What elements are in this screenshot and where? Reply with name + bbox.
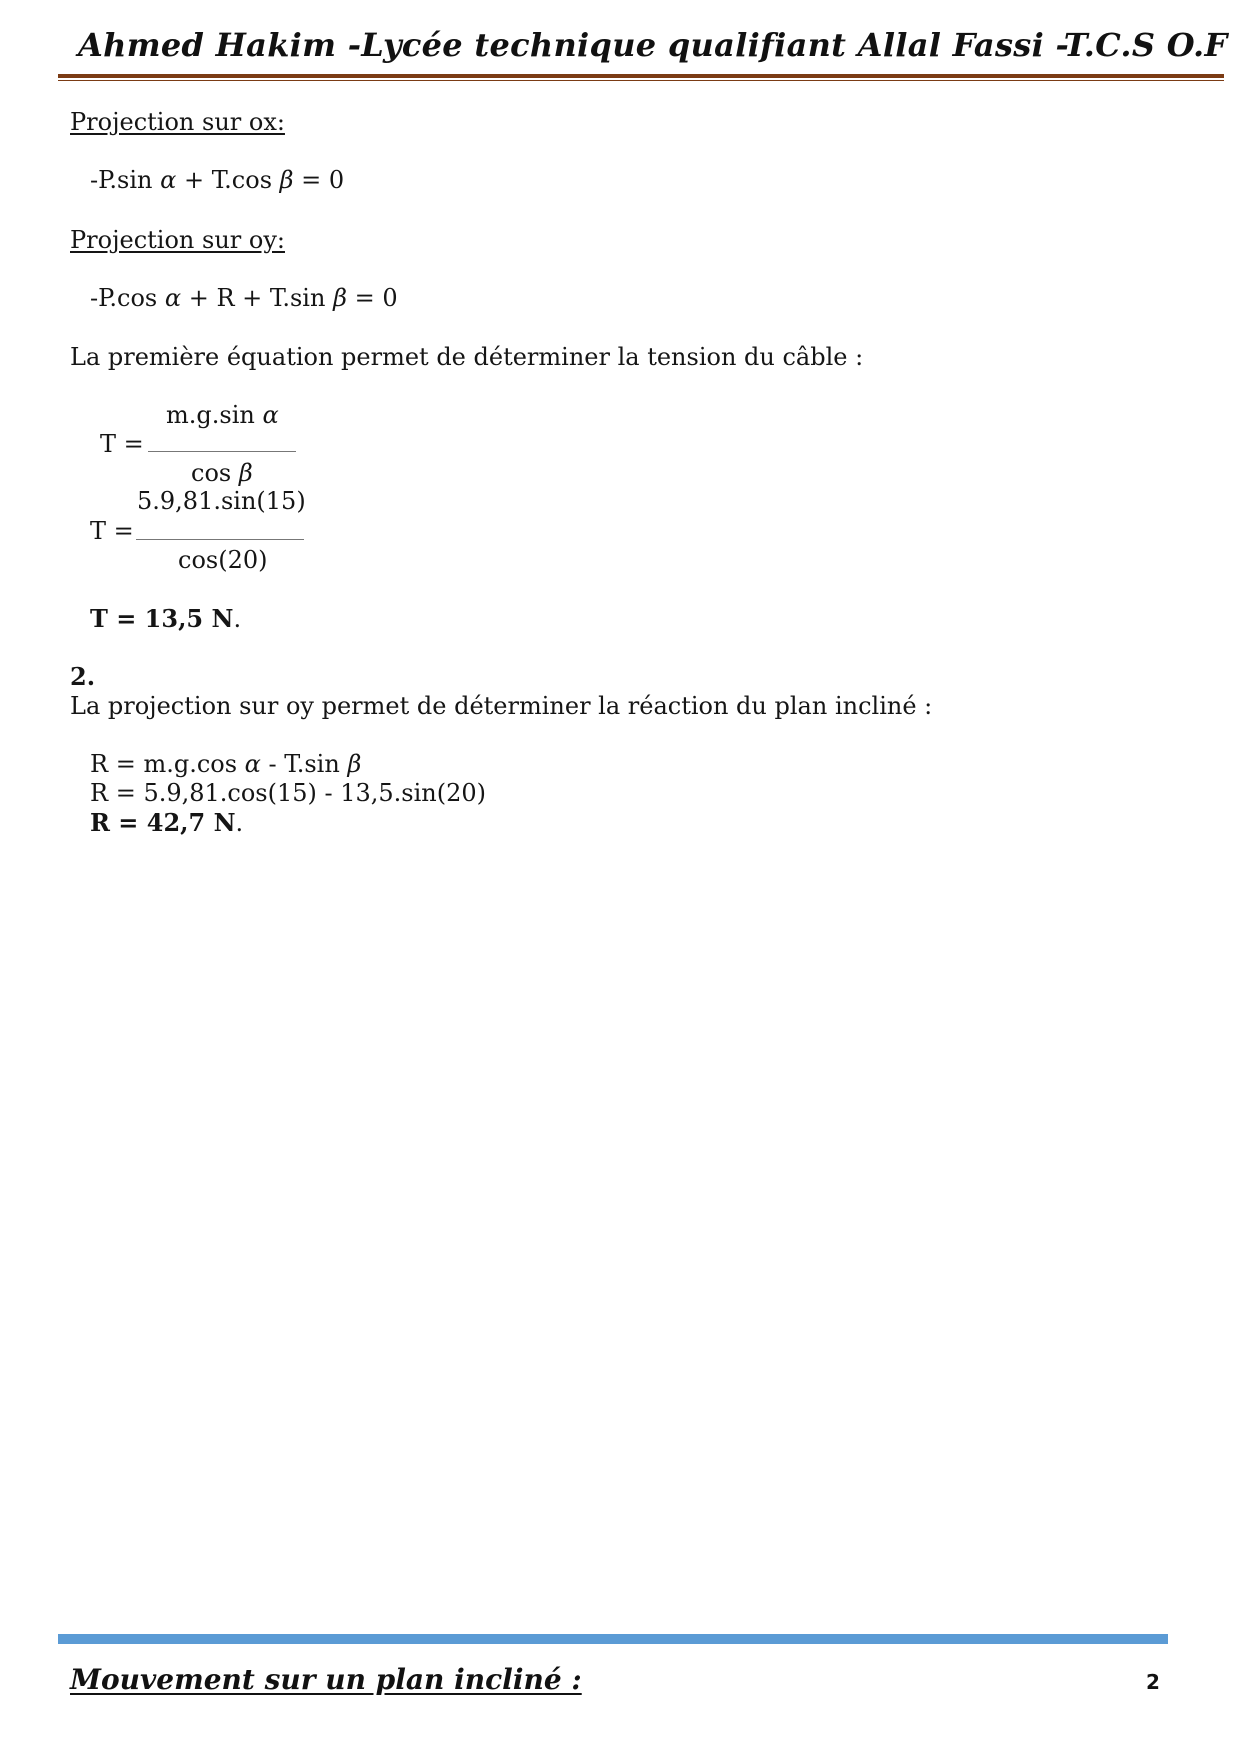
fraction1-numerator <box>166 401 279 429</box>
fraction2-denominator: cos(20) <box>178 546 268 574</box>
fraction2-numerator: 5.9,81.sin(15) <box>137 487 306 515</box>
fraction2-bar <box>136 539 304 540</box>
alpha-symbol: α <box>262 401 279 429</box>
result-tension <box>90 604 241 633</box>
fraction1-bar <box>148 451 296 452</box>
fraction1-denominator-text: cos <box>191 459 239 487</box>
page-number: 2 <box>1146 1670 1160 1694</box>
equation-oy <box>90 284 398 312</box>
equation-ox-part3: = 0 <box>293 166 345 194</box>
fraction1-lhs: T = <box>100 430 144 458</box>
beta-symbol: β <box>347 750 362 778</box>
document-header-title: Ahmed Hakim -Lycée technique qualifiant Allal Fassi -T.C.S O.F <box>78 26 1228 64</box>
equation-oy-part3: = 0 <box>346 284 398 312</box>
equation-r1-part2: - T.sin <box>260 750 348 778</box>
projection-oy-heading: Projection sur oy: <box>70 226 285 254</box>
fraction2-lhs: T = <box>90 517 134 545</box>
result-reaction-value: R = 42,7 N <box>90 808 236 837</box>
equation-ox-part1: -P.sin <box>90 166 161 194</box>
section2-label: 2. <box>70 662 96 691</box>
equation-ox <box>90 166 344 194</box>
footer-divider <box>58 1634 1168 1644</box>
footer-title: Mouvement sur un plan incliné : <box>70 1663 582 1696</box>
alpha-symbol: α <box>164 284 182 312</box>
result-reaction <box>90 808 243 837</box>
equation-reaction-numeric: R = 5.9,81.cos(15) - 13,5.sin(20) <box>90 779 487 807</box>
equation-ox-part2: + T.cos <box>176 166 280 194</box>
fraction1-denominator <box>191 459 253 487</box>
section2-text: La projection sur oy permet de déterminer la réaction du plan incliné : <box>70 692 933 720</box>
result-reaction-suffix: . <box>235 809 244 837</box>
beta-symbol: β <box>279 166 294 194</box>
first-equation-text: La première équation permet de déterminer la tension du câble : <box>70 343 864 371</box>
result-tension-suffix: . <box>233 605 242 633</box>
equation-oy-part2: + R + T.sin <box>181 284 334 312</box>
equation-reaction-symbolic <box>90 750 361 778</box>
fraction1-numerator-text: m.g.sin <box>166 401 263 429</box>
projection-ox-heading: Projection sur ox: <box>70 108 285 136</box>
result-tension-value: T = 13,5 N <box>90 604 234 633</box>
alpha-symbol: α <box>160 166 177 194</box>
alpha-symbol: α <box>244 750 261 778</box>
equation-oy-part1: -P.cos <box>90 284 165 312</box>
equation-r1-part1: R = m.g.cos <box>90 750 245 778</box>
beta-symbol: β <box>238 459 253 487</box>
header-divider-thin <box>58 80 1224 81</box>
beta-symbol: β <box>333 284 347 312</box>
header-divider <box>58 74 1224 78</box>
